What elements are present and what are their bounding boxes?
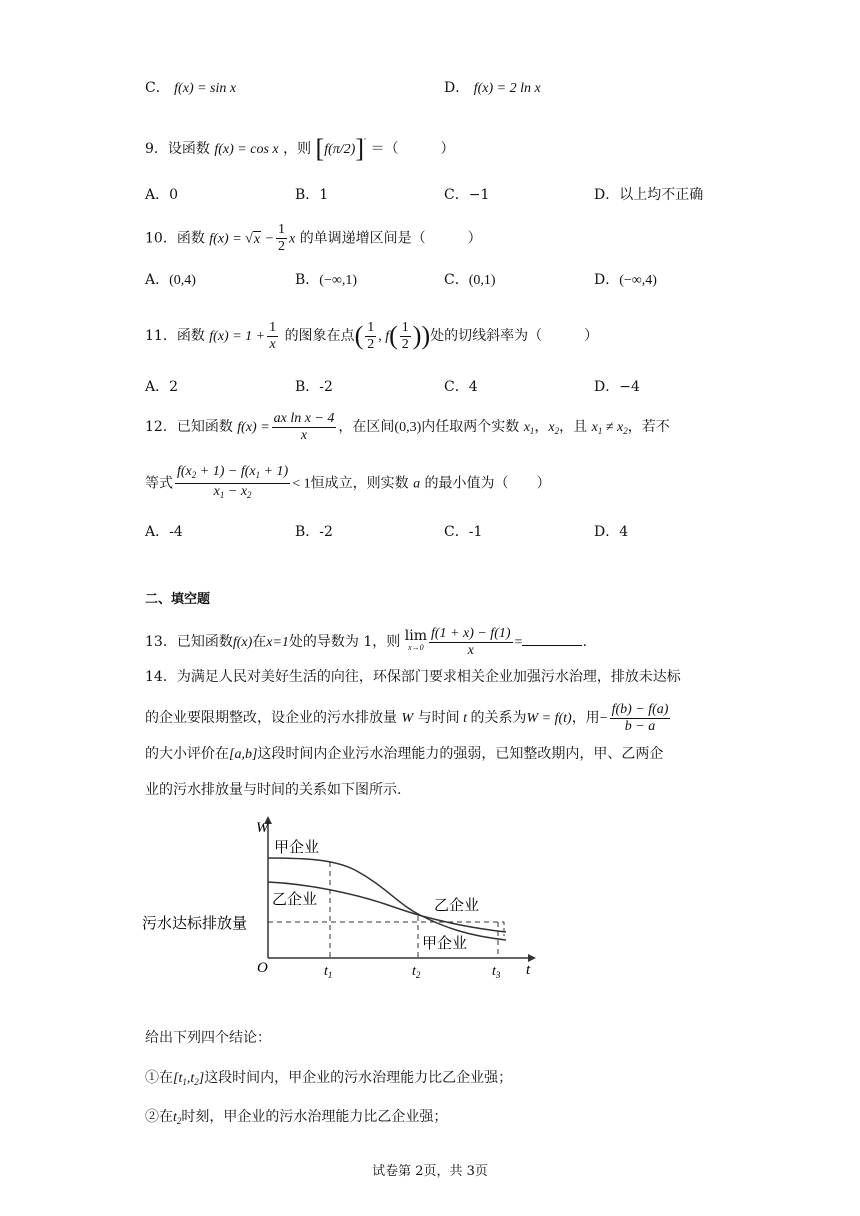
option-expr: f(x) = 2 ln x [473,81,541,96]
q13-mid: 在 [252,634,267,650]
q9-options [145,185,178,205]
q11-tail: 处的切线斜率为（ ） [430,328,599,344]
q12-mid: ，在区间 [338,419,395,435]
q12-opt-b: B．-2 [295,524,333,540]
q12-line2-tail: 恒成立，则实数 [310,475,409,492]
label-jia-bottom: 甲企业 [422,934,468,952]
q9-stem [145,133,455,162]
option-label: C． [145,80,170,96]
tick-t3: $t_3$ [492,964,501,980]
paren-open: ( [354,321,364,350]
q13-end: . [582,634,587,650]
q13-stem: 13．已知函数f(x)在x=1处的导数为 1，则 lim x→0 $\frac{f(1 + x) - f(1)}{x}$ = . [145,625,587,658]
x-axis-arrow [528,954,536,962]
fraction-1-over-x: $\frac{1}{x}$ [269,319,277,352]
x-axis-label: t [526,962,531,978]
section-title: 二、填空题 [145,592,211,607]
paren-open-inner: ( [389,321,398,350]
q14-line1: 14．为满足人民对美好生活的向往，环保部门要求相关企业加强污水治理，排放未达标 [145,669,681,685]
q10-text: 10．函数 [145,230,205,247]
page-footer: 试卷第 2页，共 3页 [372,1164,488,1179]
q14-line2b: 与时间 [417,710,460,726]
pollution-graph [140,812,540,982]
q9-then: ，则 [283,141,312,157]
q12-line2-end: 的最小值为（ ） [424,475,551,492]
label-yi-right: 乙企业 [434,896,480,914]
c1-post: 这段时间内，甲企业的污水治理能力比乙企业强； [204,1070,513,1086]
fraction-half: $\frac{1}{2}$ [278,222,286,254]
q10-opt-a: A．(0,4) [145,272,196,288]
q12-opt-c: C．-1 [444,524,483,540]
q11-text: 11．函数 [145,328,205,344]
conclusions-intro: 给出下列四个结论： [145,1030,271,1046]
q10-func: f(x) = √x − [209,231,275,247]
q14-line2a: 的企业要限期整改，设企业的污水排放量 [145,710,397,726]
q10-opt-b: B．(−∞,1) [295,272,357,288]
q12-text: 12．已知函数 [145,419,233,435]
tick-t2: $t_2$ [412,964,421,980]
origin-label: O [257,960,268,976]
standard-label: 污水达标排放量 [142,914,248,932]
q12-opt-d: D．4 [594,524,629,540]
q11-opt-c: C．4 [444,379,478,395]
q11-mid: 的图象在点 [284,328,355,344]
q12-mid2: 内任取两个实数 [421,419,520,435]
q11-func: f(x) = 1 + [209,329,266,344]
q9-opt-a: A．0 [145,187,179,203]
y-axis-label: W [256,820,269,836]
label-jia-top: 甲企业 [274,838,320,856]
q14-line3-text: 这段时间内企业污水治理能力的强弱，已知整改期内，甲、乙两企 [257,746,664,762]
q9-text: 9．设函数 [145,141,210,157]
q11-opt-d: D．−4 [594,379,640,395]
q9-opt-b: B．1 [295,187,329,203]
q14-line2: 的企业要限期整改，设企业的污水排放量 W 与时间 t 的关系为W = f(t)，用− $\frac{f(b) - f(a)}{b - a}$ [145,701,669,734]
fraction-half: $\frac{1}{2}$ [367,319,375,352]
q13-func: f(x) [232,635,253,650]
q9-equals: ＝（ ） [370,141,455,157]
left-bracket: [ [315,134,325,163]
q9-bracket-expr: f(π/2) [324,142,356,157]
q10-opt-c: C．(0,1) [444,272,496,288]
c2-pre: ②在 [145,1109,173,1125]
q12-tail: ，若不 [627,419,670,435]
q10-stem: 10．函数 f(x) = √x − $\frac{1}{2}$ x 的单调递增区间是（ ） [145,222,482,254]
q13-text: 13．已知函数 [145,634,233,650]
q8-option-c [145,78,236,99]
q14-line3: 的大小评价在[a,b]这段时间内企业污水治理能力的强弱，已知整改期内，甲、乙两企 [145,746,664,762]
q13-mid2: 处的导数为 1，则 [288,634,401,650]
q11-stem: 11．函数 f(x) = 1 + $\frac{1}{x}$ 的图象在点( $\frac{1}{2}$ , f( $\frac{1}{2}$ ))处的切线斜率为（ ） [145,319,599,352]
c2-post: 时刻，甲企业的污水治理能力比乙企业强； [181,1109,448,1125]
tick-t1: $t_1$ [324,964,333,980]
q11-opt-b: B．-2 [295,379,333,395]
option-label: D． [444,80,470,96]
option-expr: f(x) = sin x [174,81,237,96]
q9-opt-d: D．以上均不正确 [594,187,704,203]
answer-blank[interactable] [522,631,582,646]
fraction-half-inner: $\frac{1}{2}$ [401,319,409,352]
q14-line3-pre: 的大小评价在 [145,746,229,762]
conclusion-2: ②在$t_2$时刻，甲企业的污水治理能力比乙企业强； [145,1109,448,1126]
limit-symbol: lim x→0 [404,628,427,652]
right-bracket: ] [355,134,365,163]
q10-tail: 的单调递增区间是（ ） [299,230,482,247]
q12-opt-a: A．-4 [145,524,183,540]
q14-line4: 业的污水排放量与时间的关系如下图所示. [145,782,402,798]
q12-interval: (0,3) [394,420,422,435]
fraction-inequality: $\frac{f(x_2 + 1) - f(x_1 + 1)}{x_1 - x_2}$ [177,464,289,500]
q12-line2-start: 等式 [145,475,173,492]
q9-opt-c: C．−1 [444,187,490,203]
q14-line2c: 的关系为 [470,710,527,726]
fraction-rate: $\frac{f(b) - f(a)}{b - a}$ [611,701,669,734]
conclusion-1: ①在$[t_1,t_2]$这段时间内，甲企业的污水治理能力比乙企业强； [145,1070,513,1087]
fraction-q12: $\frac{\text{ax ln x − 4}}{x}$ [273,410,335,443]
label-yi-left: 乙企业 [272,890,318,908]
c1-pre: ①在 [145,1070,173,1086]
q12-line2: 等式 $\frac{f(x_2 + 1) - f(x_1 + 1)}{x_1 - x_2}$ < 1恒成立，则实数 a 的最小值为（ ） [145,464,551,503]
q8-option-d [444,78,541,99]
q11-opt-a: A．2 [145,379,179,395]
fraction-limit: $\frac{f(1 + x) - f(1)}{x}$ [430,625,511,658]
prime-mark: ′ [364,138,367,148]
q9-func: f(x) = cos x [214,142,279,157]
paren-close: ) [421,321,431,350]
q10-opt-d: D．(−∞,4) [594,272,657,288]
q12-stem: 12．已知函数 f(x) = $\frac{\text{ax ln x − 4}}{x}$ ，在区间(0,3)内任取两个实数 $x_1$，$x_2$，且 $x_1 \ne x_2$，若不 [145,410,670,443]
q13-point: x=1 [266,635,289,650]
q14-line2d: ，用 [571,710,600,726]
paren-close-inner: ) [412,321,422,350]
